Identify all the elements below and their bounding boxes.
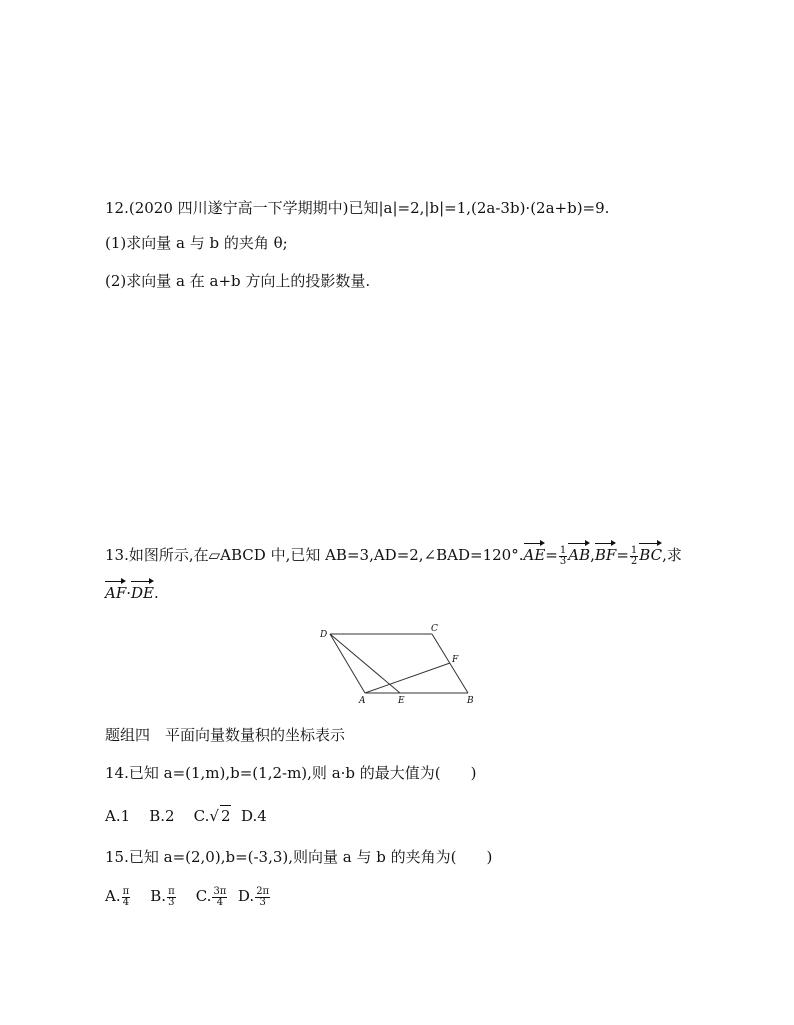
frac1-den: 3 (559, 555, 567, 567)
q15-option-a-prefix: A. (105, 887, 121, 905)
segment-af (365, 663, 450, 693)
q15-frac-d (255, 887, 270, 908)
q15-frac-b (167, 887, 176, 908)
vector-bf: BF (595, 542, 616, 565)
vector-bc: BC (639, 542, 662, 565)
label-f: F (452, 655, 459, 665)
q15-stem: 15.已知 a=(2,0),b=(-3,3),则向量 a 与 b 的夹角为( ) (105, 848, 493, 866)
q15-option-b (150, 885, 176, 908)
q15-option-c-prefix: C. (195, 887, 212, 905)
q13-prefix: 13.如图所示,在▱ABCD 中,已知 AB=3,AD=2,∠BAD=120°. (105, 546, 524, 564)
q15-option-a (105, 885, 131, 908)
q13-dot: · (126, 584, 132, 602)
q12-part1: (1)求向量 a 与 b 的夹角 θ; (105, 234, 288, 252)
label-b: B (467, 696, 474, 704)
section-heading: 题组四 平面向量数量积的坐标表示 (105, 726, 346, 744)
vector-ae: AE (524, 542, 546, 565)
q12-part2: (2)求向量 a 在 a+b 方向上的投影数量. (105, 272, 371, 290)
label-d: D (320, 630, 328, 640)
sqrt-icon: √ (209, 807, 219, 825)
q13-target (105, 580, 159, 603)
vector-af: AF (105, 580, 126, 603)
frac2-den: 2 (630, 555, 638, 567)
q15-d-num: 2π (256, 885, 270, 897)
label-e: E (398, 696, 405, 704)
fraction-one-half (630, 546, 638, 567)
q15-a-den: 4 (122, 896, 130, 908)
label-c: C (431, 624, 438, 634)
vector-ab: AB (568, 542, 590, 565)
q15-c-den: 4 (216, 896, 224, 908)
parallelogram-figure (315, 622, 480, 704)
q14-stem: 14.已知 a=(1,m),b=(1,2-m),则 a·b 的最大值为( ) (105, 764, 477, 782)
q13-eq1: = (545, 546, 558, 564)
q13-stem (105, 542, 682, 567)
q13-suffix: ,求 (662, 546, 682, 564)
q15-option-d (237, 885, 271, 908)
q15-b-num: π (168, 885, 175, 897)
q15-a-num: π (122, 885, 130, 897)
q14-option-c-radicand: 2 (220, 807, 231, 825)
q13-eq2: = (616, 546, 629, 564)
label-a: A (359, 696, 366, 704)
frac1-num: 1 (559, 544, 567, 556)
q15-frac-c (212, 887, 227, 908)
q15-d-den: 3 (259, 896, 266, 908)
q15-option-d-prefix: D. (237, 887, 255, 905)
frac2-num: 1 (630, 544, 638, 556)
q15-b-den: 3 (168, 896, 175, 908)
q13-comma: , (590, 546, 595, 564)
q15-option-b-prefix: B. (150, 887, 167, 905)
q12-stem: 12.(2020 四川遂宁高一下学期期中)已知|a|=2,|b|=1,(2a-3b)·(2a+b)=9. (105, 199, 610, 217)
edge-ad (330, 634, 365, 693)
q14-options (105, 805, 267, 826)
q15-options (105, 886, 271, 908)
q15-frac-a (122, 887, 131, 908)
q14-option-a: A.1 (105, 807, 131, 825)
q14-option-c-prefix: C. (193, 807, 210, 825)
q15-option-c (195, 885, 229, 908)
q14-option-c (194, 807, 232, 825)
q13-end: . (154, 584, 159, 602)
q15-c-num: 3π (213, 885, 227, 897)
fraction-one-third (559, 546, 567, 567)
vector-de: DE (131, 580, 154, 603)
q14-option-b: B.2 (149, 807, 175, 825)
q14-option-d: D.4 (241, 807, 267, 825)
